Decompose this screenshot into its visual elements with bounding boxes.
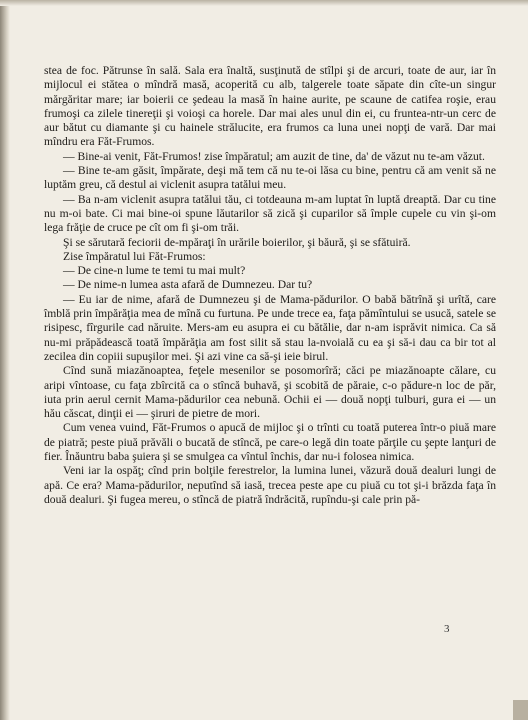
paragraph-1: stea de foc. Pătrunse în sală. Sala era înaltă, susţinută de stîlpi şi de arcuri, toate de aur, iar în mijlocul ei stătea o mîndră masă, acoperită cu alb, talgerele toate săpate din cîte-un singur mărgăritar mare; iar boierii ce şedeau la masă în haine aurite, pe scaune de catifea roşie, erau frumoşi ca zilele tinereţii şi voioşi ca horele. Dar mai ales unul din ei, cu fruntea-ntr-un cerc de aur bătut cu diamante şi cu hainele strălucite, era frumos ca luna unei nopţi de vară. Dar mai mîndru era Făt-Frumos. xyxy=(44,64,496,149)
paragraph-12: Veni iar la ospăţ; cînd prin bolţile ferestrelor, la lumina lunei, văzură două dealuri lungi de apă. Ce era? Mama-pădurilor, neputînd să iasă, trecea peste ape cu piuă cu tot şi-i brăzda faţa în două dealuri. Şi fugea mereu, o stîncă de piatră îndrăcită, rupîndu-şi cale prin pă- xyxy=(44,464,496,506)
paragraph-11: Cum venea vuind, Făt-Frumos o apucă de mijloc şi o trînti cu toată puterea într-o piuă mare de piatră; peste piuă prăvăli o bucată de stîncă, pe care-o legă din toate părţile cu şepte lanţuri de fier. Înăuntru baba şuiera şi se smulgea ca vîntul închis, dar nu-i folosea nimica. xyxy=(44,421,496,464)
paragraph-9: — Eu iar de nime, afară de Dumnezeu şi de Mama-pădurilor. O babă bătrînă şi urîtă, care îmblă prin împărăţia mea de mînă cu furtuna. Pe unde trece ea, faţa pămîntului se usucă, satele se risipesc, fîrgurile cad năruite. Mers-am eu asupra ei cu bătălie, dar n-am isprăvit nimica. Ca să nu-mi prăpădească toată împărăţia am fost silit să stau la-nvoială cu ea şi să-i dau ca bir tot al zecilea din copiii supuşilor mei. Şi azi vine ca să-şi ieie birul. xyxy=(44,292,496,363)
paragraph-3: — Bine te-am găsit, împărate, deşi mă tem că nu te-oi lăsa cu bine, pentru că am venit să ne luptăm greu, că destul ai viclenit asupra tatălui meu. xyxy=(44,164,496,192)
paragraph-10: Cînd sună miazănoaptea, feţele mesenilor se posomorîră; căci pe miazănoapte călare, cu aripi vîntoase, cu faţa zbîrcită ca o stîncă buhavă, şi scobită de păraie, c-o pădure-n loc de păr, iuta prin aerul cernit Mama-pădurilor cea nebună. Ochii ei — două nopţi tulburi, gura ei — un hău căscat, dinţii ei — şiruri de pietre de mori. xyxy=(44,364,496,421)
paragraph-8: — De nime-n lumea asta afară de Dumnezeu. Dar tu? xyxy=(63,278,313,292)
page-binding-shadow xyxy=(0,0,10,720)
paragraph-4: — Ba n-am viclenit asupra tatălui tău, ci totdeauna m-am luptat în luptă dreaptă. Dar cu tine nu m-oi bate. Ci mai bine-oi spune lăutarilor să zică şi cuparilor să împle cupele cu vin şi-om lega frăţie de cruce pe cît om fi şi-om trăi. xyxy=(44,192,496,235)
page-top-edge xyxy=(0,0,528,6)
paragraph-2: — Bine-ai venit, Făt-Frumos! zise împăratul; am auzit de tine, da' de văzut nu te-am văzut. xyxy=(63,149,485,163)
page-body-text xyxy=(44,64,496,507)
paragraph-6: Zise împăratul lui Făt-Frumos: xyxy=(63,249,206,263)
page-corner-wear xyxy=(513,700,528,720)
paragraph-5: Şi se sărutară feciorii de-mpăraţi în urările boierilor, şi băură, şi se sfătuiră. xyxy=(63,235,411,249)
paragraph-7: — De cine-n lume te temi tu mai mult? xyxy=(63,264,246,278)
page-number: 3 xyxy=(444,623,450,635)
